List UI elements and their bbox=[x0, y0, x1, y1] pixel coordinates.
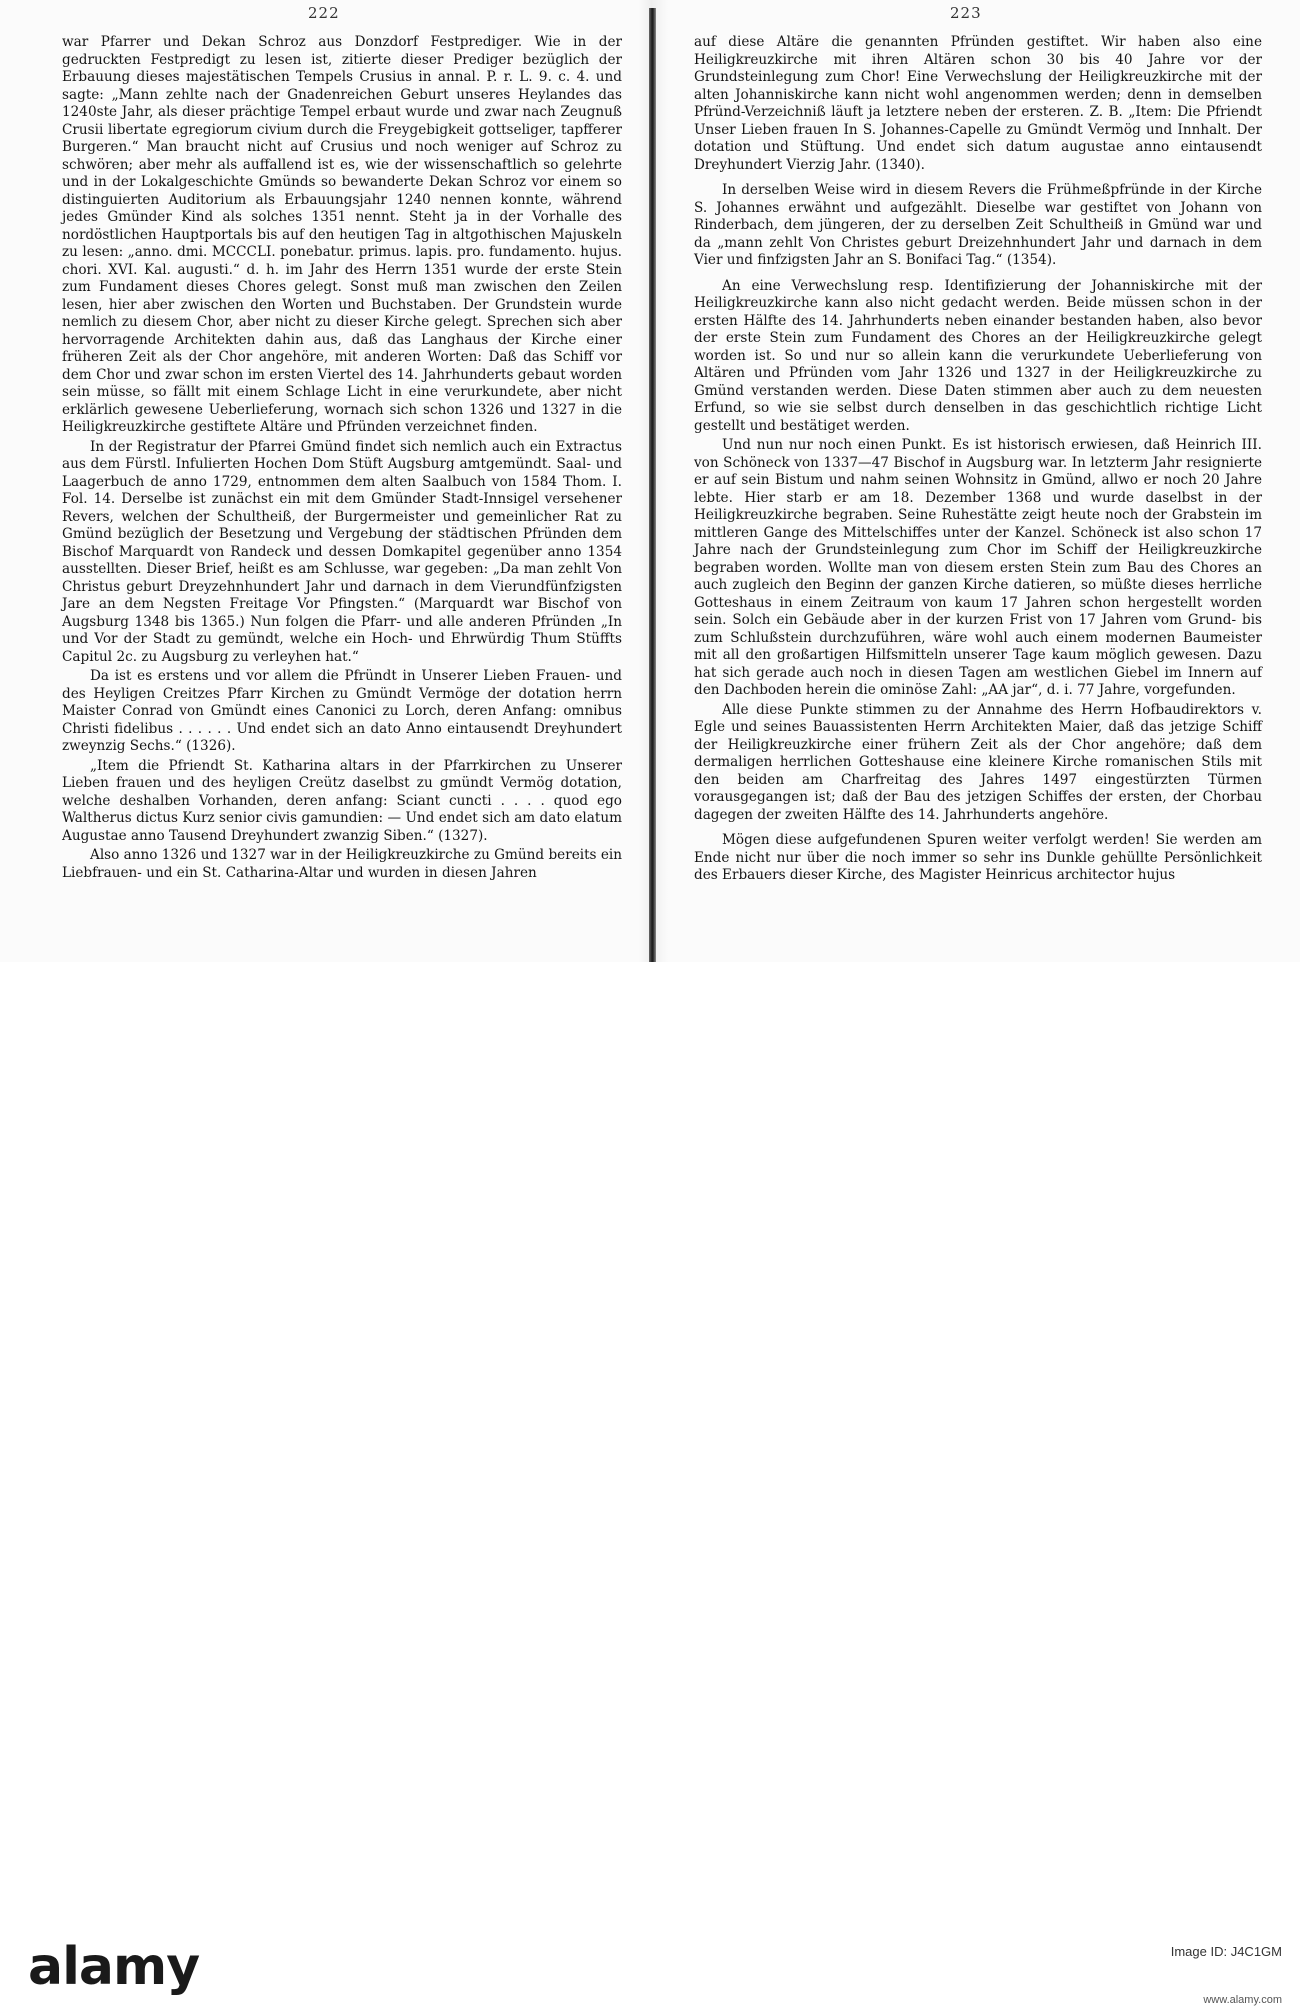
right-paragraph-4: Und nun nur noch einen Punkt. Es ist historisch erwiesen, daß Heinrich III. von Schöneck von 1337—47 Bischof in Augsburg war. In letzterm Jahr resignierte er auf sein Bistum und nahm seinen Wohnsitz in Gmünd, allwo er noch 20 Jahre lebte. Hier starb er am 18. Dezember 1368 und wurde daselbst in der Heiligkreuzkirche begraben. Seine Ruhestätte zeigt heute noch der Grabstein im mittleren Gange des Mittelschiffes unter der Kanzel. Schöneck ist also schon 17 Jahre nach der Grundsteinlegung zum Chor im Schiff der Heiligkreuzkirche begraben worden. Wollte man von diesem ersten Stein zum Bau des Chores an auch zugleich den Beginn der ganzen Kirche datieren, so müßte dieses herrliche Gotteshaus in einem Zeitraum von kaum 17 Jahren schon hergestellt worden sein. Solch ein Gebäude aber in der kurzen Frist von 17 Jahren vom Grund- bis zum Schlußstein durchzuführen, wäre wohl auch einem modernen Baumeister mit all den großartigen Hilfsmitteln unserer Tage kaum möglich gewesen. Dazu hat sich gerade auch noch in diesen Tagen am westlichen Giebel im Innern auf den Dachboden herein die ominöse Zahl: „AA jar“, d. i. 77 Jahre, vorgefunden. bbox=[694, 437, 1262, 698]
book-scan bbox=[0, 0, 1300, 962]
image-id-label: Image ID: J4C1GM bbox=[1170, 1944, 1282, 1959]
right-paragraph-1: auf diese Altäre die genannten Pfründen gestiftet. Wir haben also eine Heiligkreuzkirche mit ihren Altären schon 30 bis 40 Jahre vor der Grundsteinlegung zum Chor! Eine Verwechslung der Heiligkreuzkirche mit der alten Johanniskirche kann nicht wohl angenommen werden; denn in demselben Pfründ-Verzeichniß läuft ja letztere neben der ersteren. Z. B. „Item: Die Pfriendt Unser Lieben frauen In S. Johannes-Capelle zu Gmündt Vermög und Innhalt. Der dotation und Stüftung. Und endet sich datum augustae anno eintausendt Dreyhundert Vierzig Jahr. (1340). bbox=[694, 34, 1262, 173]
alamy-url: www.alamy.com bbox=[1203, 1994, 1282, 2006]
right-page-number: 223 bbox=[950, 4, 982, 22]
right-page-text bbox=[694, 34, 1262, 887]
left-paragraph-2: In der Registratur der Pfarrei Gmünd findet sich nemlich auch ein Extractus aus dem Fürstl. Infulierten Hochen Dom Stüft Augsburg amtgemündt. Saal- und Laagerbuch de anno 1729, entnommen dem alten Saalbuch von 1584 Thom. I. Fol. 14. Derselbe ist zunächst ein mit dem Gmünder Stadt-Innsigel versehener Revers, welchen der Schultheiß, der Burgermeister und gemeinlicher Rat zu Gmünd bezüglich der Besetzung und Vergebung der städtischen Pfründen dem Bischof Marquardt von Randeck und dessen Domkapitel gegenüber anno 1354 ausstellten. Dieser Brief, heißt es am Schlusse, war gegeben: „Da man zehlt Von Christus geburt Dreyzehnhundert Jahr und darnach in dem Vierundfünfzigsten Jare an dem Negsten Freitage Vor Pfingsten.“ (Marquardt war Bischof von Augsburg 1348 bis 1365.) Nun folgen die Pfarr- und alle anderen Pfründen „In und Vor der Stadt zu gemündt, welche ein Hoch- und Ehrwürdig Thum Stüffts Capitul 2c. zu Augsburg zu verleyhen hat.“ bbox=[62, 438, 622, 665]
left-paragraph-1: war Pfarrer und Dekan Schroz aus Donzdorf Festprediger. Wie in der gedruckten Festpredigt zu lesen ist, zitierte dieser Prediger bezüglich der Erbauung dieses majestätischen Tempels Crusius in annal. P. r. L. 9. c. 4. und sagte: „Mann zehlte nach der Gnadenreichen Geburt unseres Heylandes das 1240ste Jahr, als dieser prächtige Tempel erbaut wurde und zwar nach Zeugnuß Crusii libertate egregiorum civium durch die Freygebigkeit gottseliger, tapfferer Burgeren.“ Man braucht nicht auf Crusius und noch weniger auf Schroz zu schwören; aber mehr als auffallend ist es, wie der wissenschaftlich so gelehrte und in der Lokalgeschichte Gmünds so bewanderte Dekan Schroz vor einem so distinguierten Auditorium als Erbauungsjahr 1240 nennen konnte, während jedes Gmünder Kind als solches 1351 nennt. Steht ja in der Vorhalle des nordöstlichen Hauptportals bis auf den heutigen Tag in altgothischen Majuskeln zu lesen: „anno. dmi. MCCCLI. ponebatur. primus. lapis. pro. fundamento. hujus. chori. XVI. Kal. augusti.“ d. h. im Jahr des Herrn 1351 wurde der erste Stein zum Fundament dieses Chores gelegt. Sonst muß man zwischen den Zeilen lesen, hier aber zwischen den Worten und Buchstaben. Der Grundstein wurde nemlich zu diesem Chor, aber nicht zu dieser Kirche gelegt. Sprechen sich aber hervorragende Architekten dahin aus, daß das Langhaus der Kirche einer früheren Zeit als der Chor angehöre, mit anderen Worten: Daß das Schiff vor dem Chor und zwar schon im ersten Viertel des 14. Jahrhunderts gebaut worden sein müsse, so fällt mit einem Schlage Licht in eine verurkundete, aber nicht erklärlich gewesene Ueberlieferung, wornach sich schon 1326 und 1327 in die Heiligkreuzkirche gestiftete Altäre und Pfründen verzeichnet finden. bbox=[62, 34, 622, 435]
book-gutter bbox=[649, 8, 656, 962]
right-paragraph-5: Alle diese Punkte stimmen zu der Annahme des Herrn Hofbaudirektors v. Egle und seines Bauassistenten Herrn Architekten Maier, daß das jetzige Schiff der Heiligkreuzkirche einer frühern Zeit als der Chor angehöre; daß dem dermaligen herrlichen Gotteshause eine kleinere Kirche romanischen Stils mit den beiden am Charfreitag des Jahres 1497 eingestürzten Türmen vorausgegangen ist; daß der Bau des jetzigen Schiffes der ersten, der Chorbau dagegen der zweiten Hälfte des 14. Jahrhunderts angehöre. bbox=[694, 701, 1262, 823]
right-paragraph-6: Mögen diese aufgefundenen Spuren weiter verfolgt werden! Sie werden am Ende nicht nur über die noch immer so sehr ins Dunkle gehüllte Persönlichkeit des Erbauers dieser Kirche, des Magister Heinricus architector hujus bbox=[694, 832, 1262, 883]
left-page-text bbox=[62, 34, 622, 884]
left-page bbox=[0, 0, 652, 962]
left-paragraph-4: „Item die Pfriendt St. Katharina altars in der Pfarrkirchen zu Unserer Lieben frauen und des heyligen Creütz daselbst zu gmündt Vermög dotation, welche deshalben Vorhanden, deren anfang: Sciant cuncti . . . . quod ego Waltherus dictus Kurz senior civis gamundien: — Und endet sich am dato elatum Augustae anno Tausend Dreyhundert zwanzig Siben.“ (1327). bbox=[62, 757, 622, 844]
right-paragraph-2: In derselben Weise wird in diesem Revers die Frühmeßpfründe in der Kirche S. Johannes erwähnt und aufgezählt. Dieselbe war gestiftet von Johann von Rinderbach, dem jüngeren, der zu derselben Zeit Schultheiß in Gmünd war und da „mann zehlt Von Christes geburt Dreizehnhundert Jahr und darnach in dem Vier und finfzigsten Jahr an S. Bonifaci Tag.“ (1354). bbox=[694, 182, 1262, 268]
left-paragraph-3: Da ist es erstens und vor allem die Pfründt in Unserer Lieben Frauen- und des Heyligen Creitzes Pfarr Kirchen zu Gmündt Vermöge der dotation herrn Maister Conrad von Gmündt eines Canonici zu Lorch, deren Anfang: omnibus Christi fidelibus . . . . . . Und endet sich an dato Anno eintausendt Dreyhundert zweynzig Sechs.“ (1326). bbox=[62, 668, 622, 754]
left-paragraph-5: Also anno 1326 und 1327 war in der Heiligkreuzkirche zu Gmünd bereits ein Liebfrauen- und ein St. Catharina-Altar und wurden in diesen Jahren bbox=[62, 847, 622, 881]
right-paragraph-3: An eine Verwechslung resp. Identifizierung der Johanniskirche mit der Heiligkreuzkirche kann also nicht gedacht werden. Beide müssen schon in der ersten Hälfte des 14. Jahrhunderts neben einander bestanden haben, also bevor der erste Stein zum Fundament des Chores an der Heiligkreuzkirche gelegt worden ist. So und nur so allein kann die verurkundete Ueberlieferung von Altären und Pfründen vom Jahr 1326 und 1327 in der Heiligkreuzkirche zu Gmünd verstanden werden. Diese Daten stimmen aber auch zu dem neuesten Erfund, so wie sie selbst durch denselben in das geschichtlich richtige Licht gestellt und bestätiget werden. bbox=[694, 277, 1262, 434]
watermark-band bbox=[0, 962, 1300, 2006]
left-page-number: 222 bbox=[308, 4, 340, 22]
right-page bbox=[656, 0, 1300, 962]
alamy-logo: alamy bbox=[28, 1937, 200, 1997]
